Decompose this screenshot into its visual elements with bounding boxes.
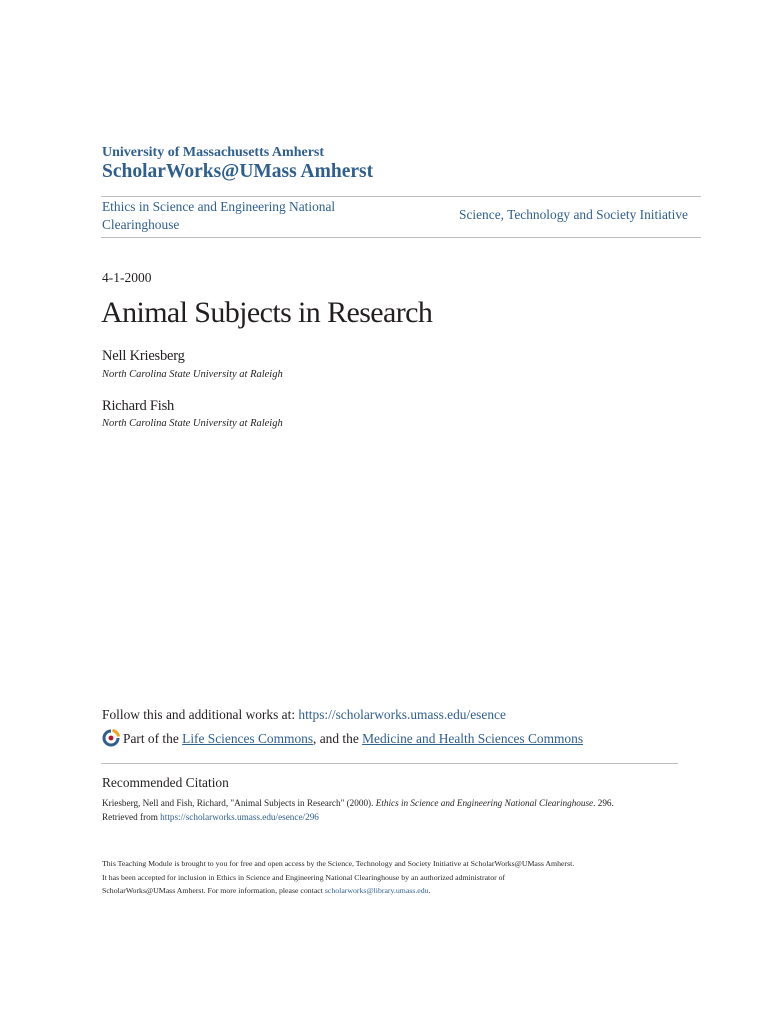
citation-text	[102, 796, 692, 824]
access-notice-line: This Teaching Module is brought to you for free and open access by the Science, Technology and Society Initiative at ScholarWorks@UMass Amherst.	[102, 859, 575, 868]
author-name: Richard Fish	[102, 398, 175, 414]
collection-link[interactable]: Ethics in Science and Engineering National Clearinghouse	[102, 199, 336, 232]
citation-journal: Ethics in Science and Engineering National Clearinghouse	[375, 798, 594, 808]
author-institution: North Carolina State University at Raleigh	[102, 369, 283, 380]
follow-label: Follow this and additional works at:	[102, 707, 299, 722]
citation-url-link[interactable]: https://scholarworks.umass.edu/esence/296	[160, 812, 319, 822]
access-notice-line: It has been accepted for inclusion in Ethics in Science and Engineering National Clearinghouse by an authorized administrator of	[102, 872, 506, 882]
author-name: Nell Kriesberg	[102, 348, 185, 364]
access-notice-line: ScholarWorks@UMass Amherst. For more information, please contact	[102, 886, 325, 895]
citation-heading: Recommended Citation	[102, 775, 229, 790]
life-sciences-commons-link[interactable]: Life Sciences Commons	[182, 731, 314, 746]
series-link[interactable]: Science, Technology and Society Initiative	[459, 207, 688, 222]
author-institution: North Carolina State University at Raleigh	[102, 418, 283, 429]
citation-number: . 296.	[593, 798, 614, 808]
follow-line	[102, 707, 506, 723]
contact-email-link[interactable]: scholarworks@library.umass.edu	[324, 886, 429, 895]
part-of-connector: , and the	[313, 731, 363, 746]
follow-url-link[interactable]: https://scholarworks.umass.edu/esence	[298, 707, 506, 722]
access-notice-end: .	[428, 886, 431, 895]
article-title: Animal Subjects in Research	[101, 296, 433, 329]
medicine-health-commons-link[interactable]: Medicine and Health Sciences Commons	[362, 731, 584, 746]
university-name: University of Massachusetts Amherst	[102, 145, 325, 160]
network-commons-icon	[102, 729, 121, 751]
citation-authors-title: Kriesberg, Nell and Fish, Richard, "Animal Subjects in Research" (2000).	[102, 798, 376, 808]
repository-link[interactable]: ScholarWorks@UMass Amherst	[102, 161, 374, 182]
header-divider-top	[101, 196, 701, 197]
publication-date: 4-1-2000	[102, 270, 152, 285]
citation-retrieved-label: Retrieved from	[102, 812, 161, 822]
access-notice	[102, 857, 692, 898]
header-divider-bottom	[101, 237, 701, 238]
citation-divider	[101, 763, 678, 764]
part-of-line	[102, 729, 583, 751]
part-of-label: Part of the	[123, 731, 183, 746]
